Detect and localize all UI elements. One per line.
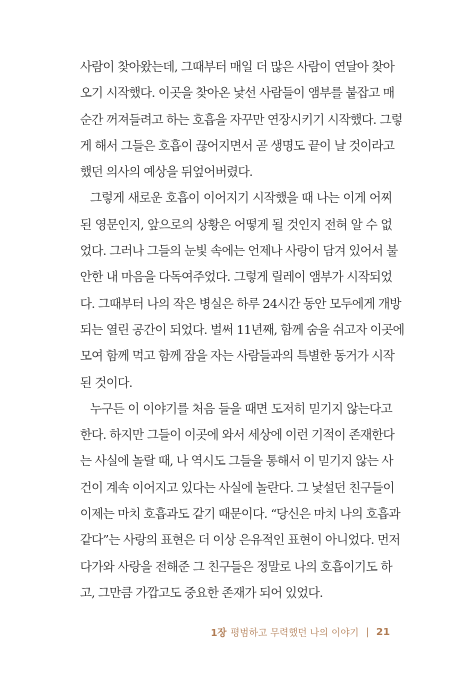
text-line: 같다”는 사랑의 표현은 더 이상 은유적인 표현이 아니었다. 먼저 (80, 532, 401, 548)
paragraph-2 (80, 185, 405, 395)
text-line: 고, 그만큼 가깝고도 중요한 존재가 되어 있었다. (80, 584, 323, 600)
text-line: 오기 시작했다. 이곳을 찾아온 낯선 사람들이 앰부를 붙잡고 매 (80, 85, 395, 101)
text-line: 누구든 이 이야기를 처음 들을 때면 도저히 믿기지 않는다고 (90, 400, 392, 416)
text-line: 모여 함께 먹고 함께 잠을 자는 사람들과의 특별한 동거가 시작 (80, 348, 395, 364)
footer-separator: | (365, 626, 370, 638)
text-line: 순간 꺼져들려고 하는 호흡을 자꾸만 연장시키기 시작했다. 그렇 (80, 111, 403, 127)
text-line: 다가와 사랑을 전해준 그 친구들은 정말로 나의 호흡이기도 하 (80, 558, 392, 574)
text-line: 되는 열린 공간이 되었다. 벌써 11년째, 함께 숨을 쉬고자 이곳에 (80, 321, 405, 337)
text-line: 안한 내 마음을 다독여주었다. 그렇게 릴레이 앰부가 시작되었 (80, 269, 392, 285)
text-line: 건이 계속 이어지고 있다는 사실에 놀란다. 그 낯설던 친구들이 (80, 479, 395, 495)
text-line: 이제는 마치 호흡과도 같기 때문이다. “당신은 마치 나의 호흡과 (80, 506, 401, 522)
body-text (80, 54, 405, 606)
paragraph-1 (80, 54, 403, 185)
page-number: 21 (376, 626, 390, 638)
chapter-number: 1장 (210, 628, 227, 639)
text-line: 는 사실에 놀랄 때, 나 역시도 그들을 통해서 이 믿기지 않는 사 (80, 453, 393, 469)
chapter-title: 평범하고 무력했던 나의 이야기 (230, 628, 359, 639)
text-line: 그렇게 새로운 호흡이 이어지기 시작했을 때 나는 이게 어찌 (90, 190, 392, 206)
text-line: 한다. 하지만 그들이 이곳에 와서 세상에 이런 기적이 존재한다 (80, 427, 395, 443)
text-line: 했던 의사의 예상을 뒤엎어버렸다. (80, 164, 253, 180)
paragraph-3 (80, 396, 401, 606)
text-line: 다. 그때부터 나의 작은 병실은 하루 24시간 동안 모두에게 개방 (80, 295, 401, 311)
text-line: 었다. 그러나 그들의 눈빛 속에는 언제나 사랑이 담겨 있어서 불 (80, 243, 398, 259)
text-line: 게 해서 그들은 호흡이 끊어지면서 곧 생명도 끝이 날 것이라고 (80, 137, 395, 153)
page-footer (211, 625, 390, 639)
text-line: 된 것이다. (80, 374, 133, 390)
text-line: 된 영문인지, 앞으로의 상황은 어떻게 될 것인지 전혀 알 수 없 (80, 216, 392, 232)
text-line: 사람이 찾아왔는데, 그때부터 매일 더 많은 사람이 연달아 찾아 (80, 59, 395, 74)
